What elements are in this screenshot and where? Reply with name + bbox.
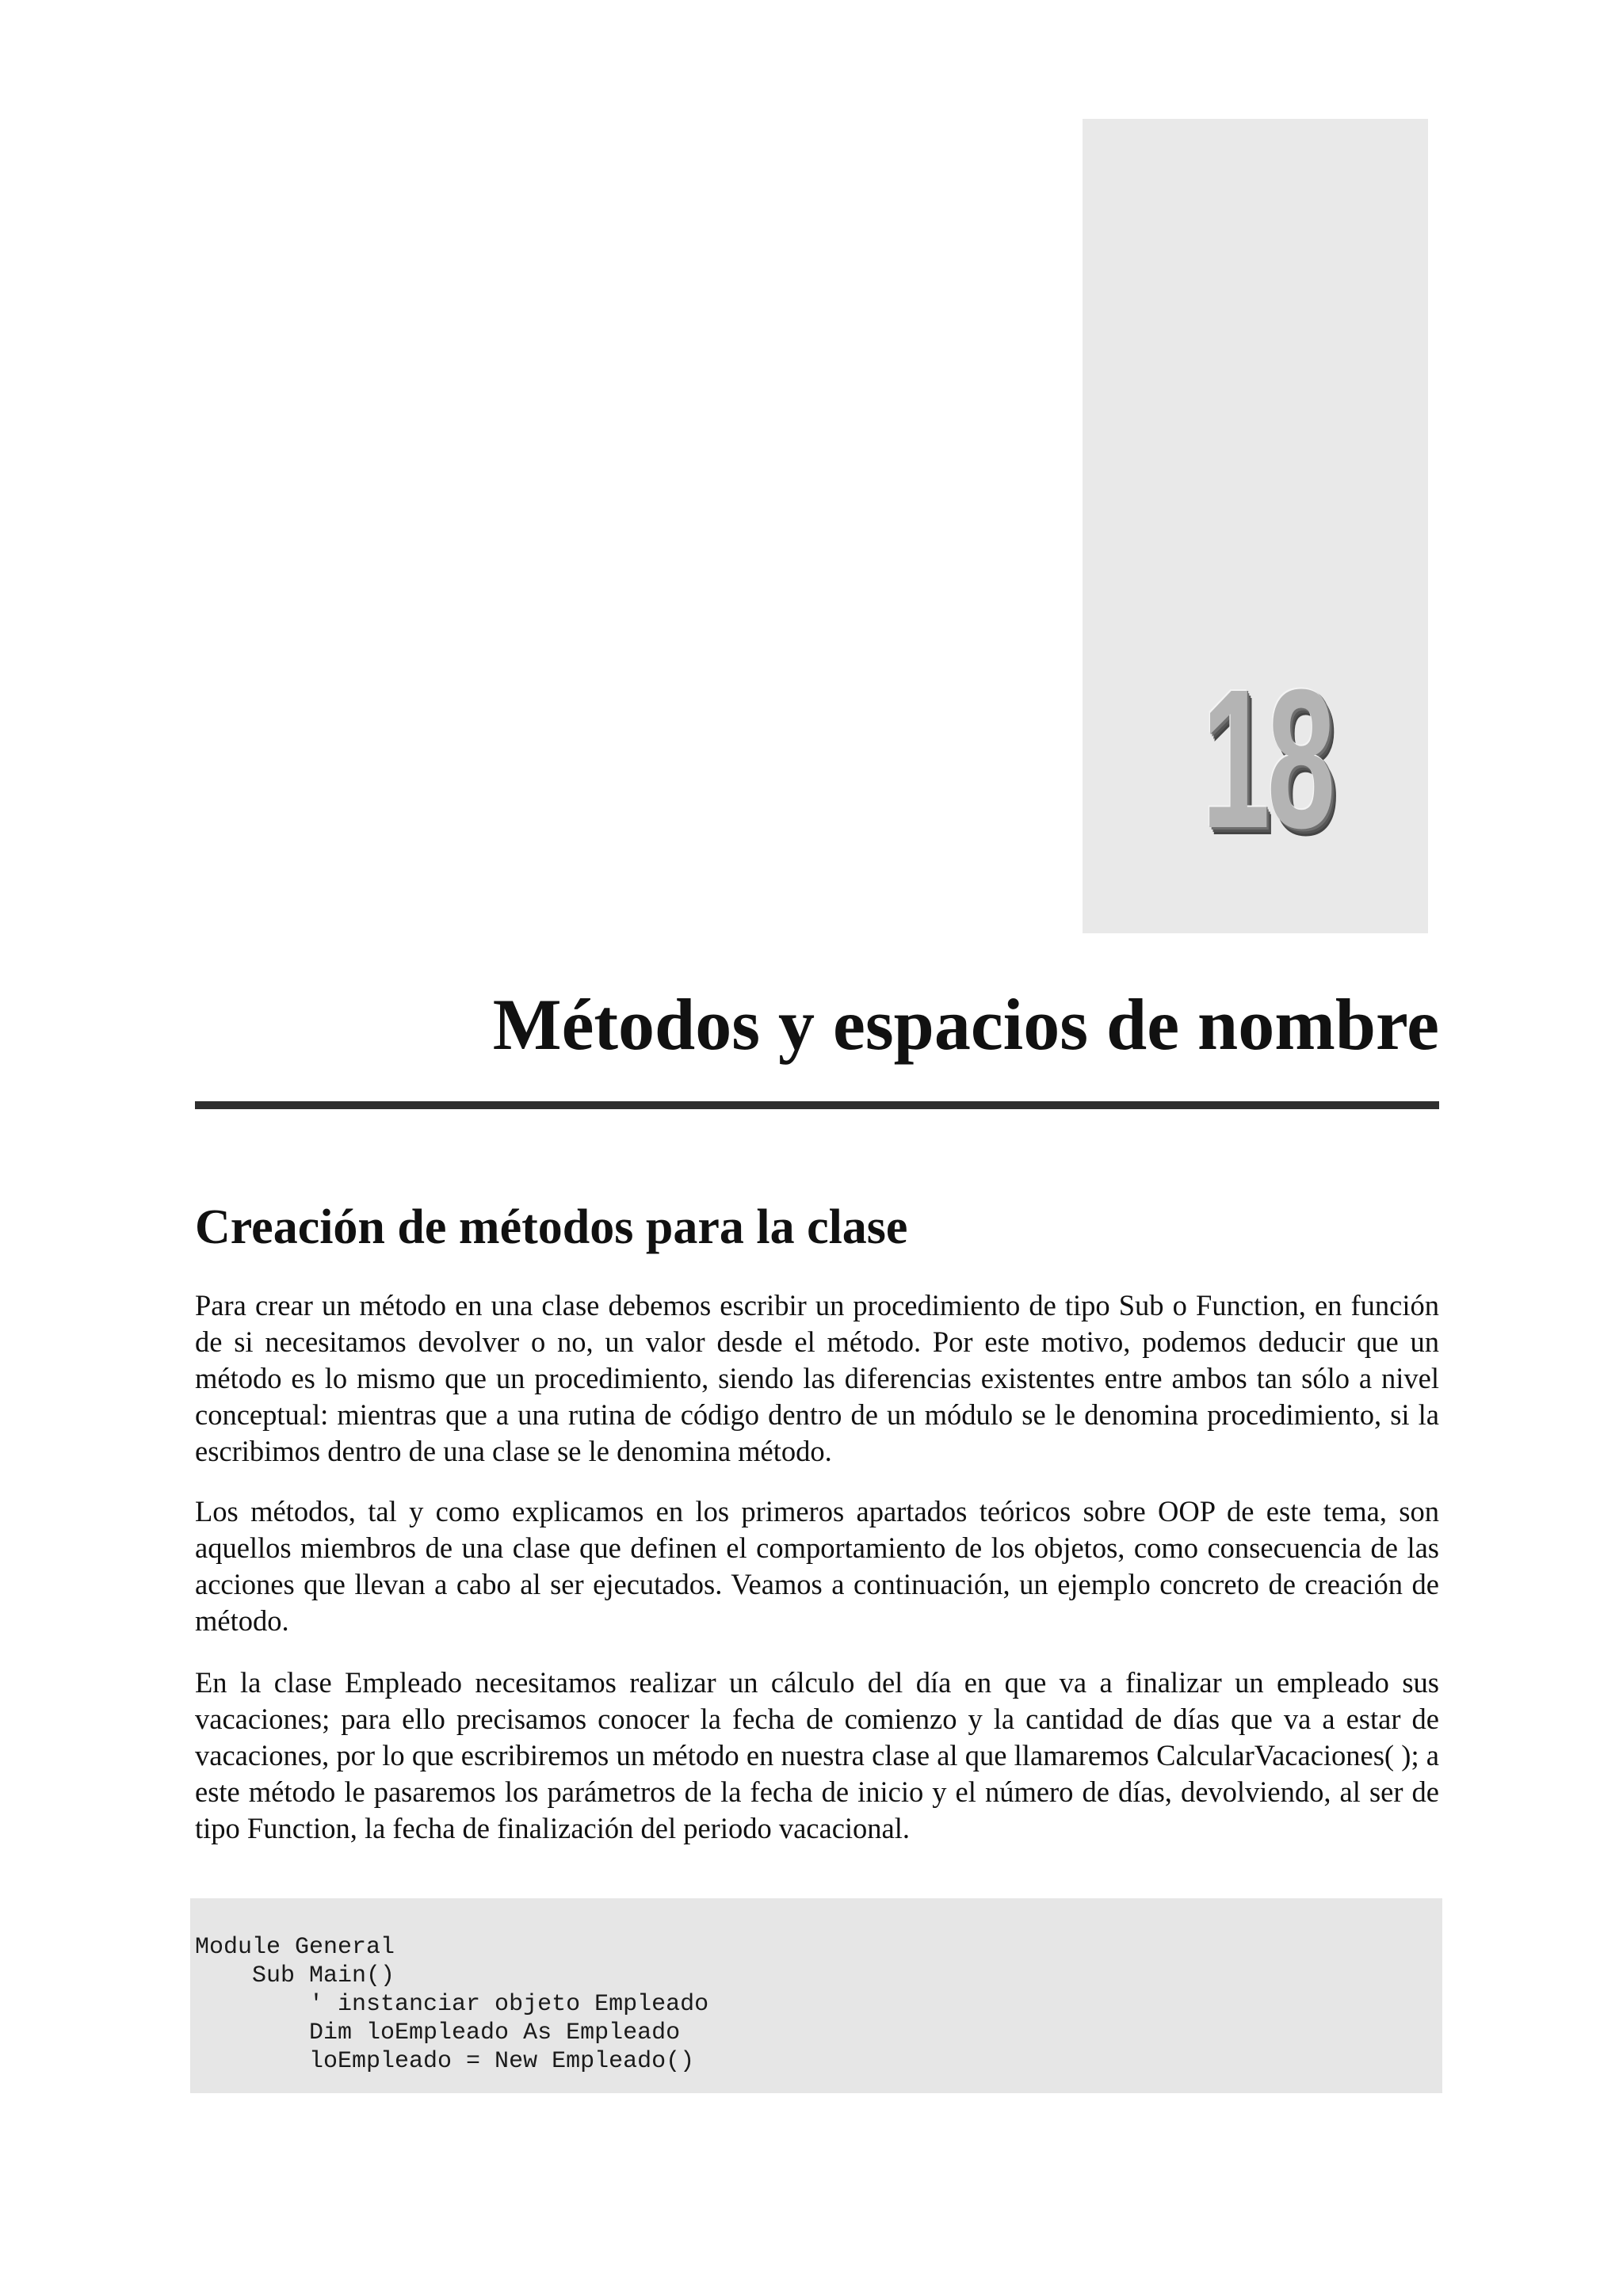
code-line: Dim loEmpleado As Empleado (195, 2019, 681, 2046)
body-paragraph: En la clase Empleado necesitamos realizar un cálculo del día en que va a finalizar un empleado sus vacaciones; para ello precisamos conocer la fecha de comienzo y la cantidad de días que va a estar de vacaciones, por lo que escribiremos un método en nuestra clase al que llamaremos CalcularVacaciones( ); a este método le pasaremos los parámetros de la fecha de inicio y el número de días, devolviendo, al ser de tipo Function, la fecha de finalización del periodo vacacional. (195, 1666, 1439, 1844)
code-line: loEmpleado = New Empleado() (195, 2048, 695, 2075)
body-paragraph: Los métodos, tal y como explicamos en los primeros apartados teóricos sobre OOP de este tema, son aquellos miembros de una clase que definen el comportamiento de los objetos, como consecuencia de las acciones que llevan a cabo al ser ejecutados. Veamos a continuación, un ejemplo concreto de creación de método. (195, 1495, 1439, 1637)
section-heading: Creación de métodos para la clase (195, 1200, 908, 1254)
code-line: Sub Main() (195, 1962, 395, 1989)
chapter-title: Métodos y espacios de nombre (492, 984, 1439, 1065)
body-paragraph: Para crear un método en una clase debemos escribir un procedimiento de tipo Sub o Function, en función de si necesitamos devolver o no, un valor desde el método. Por este motivo, podemos deducir que un método es lo mismo que un procedimiento, siendo las diferencias existentes entre ambos tan sólo a nivel conceptual: mientras que a una rutina de código dentro de un módulo se le denomina procedimiento, si la escribimos dentro de una clase se le denomina método. (195, 1289, 1439, 1467)
chapter-number: 18 (1201, 648, 1333, 869)
code-line: Module General (195, 1934, 395, 1961)
code-line: ' instanciar objeto Empleado (195, 1991, 709, 2018)
title-divider (195, 1101, 1439, 1109)
